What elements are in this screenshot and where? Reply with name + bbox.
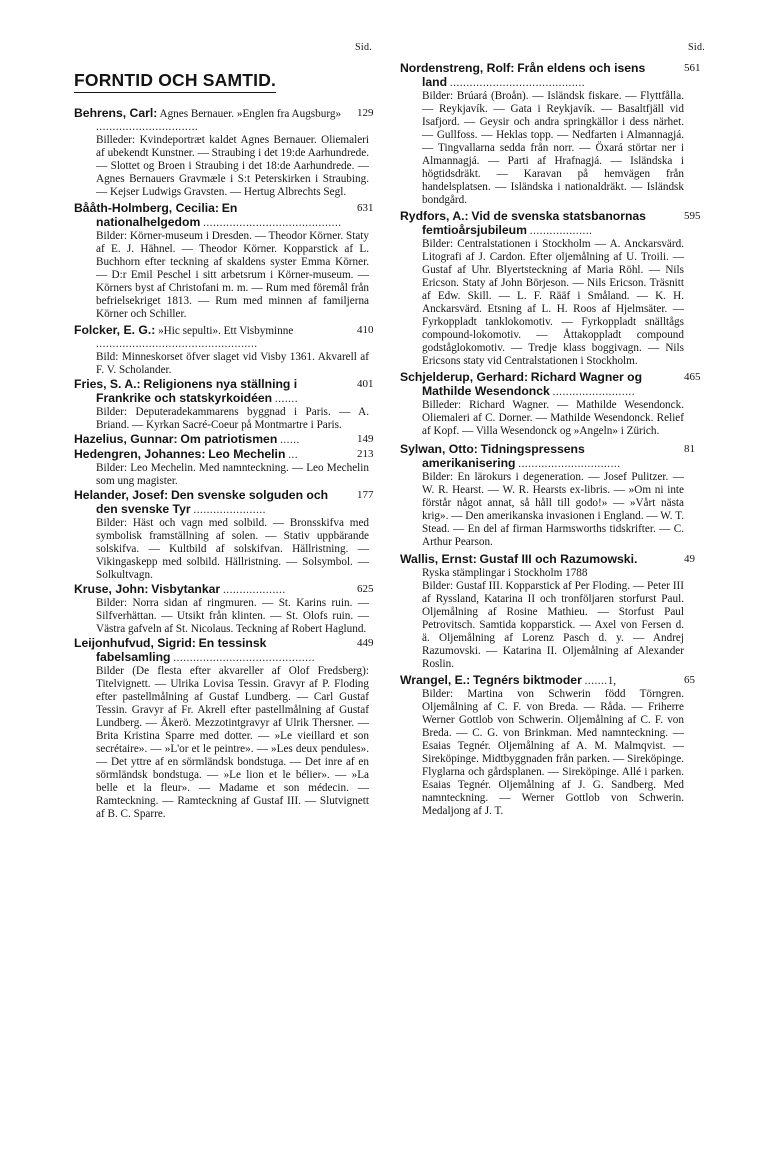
entry-illustrations: Bilder: Norra sidan af ringmuren. — St. Karins ruin. — Silfverhättan. — Utsikt från klinten. — St. Olofs ruin. — Västra gafveln af St. Nicolaus. Teckning af Robert Haglund. [96, 597, 369, 635]
right-column [400, 61, 701, 818]
leader-dots: ...... [280, 434, 300, 446]
entry-illustrations: Bilder: Brúará (Broån). — Isländsk fiskare. — Flyttfålla. — Reykjavík. — Gata i Reykjavík. — Basaltfjäll vid Isafjord. — Geysir och andra springkällor i dess närhet. — Gullfoss. — Heklas topp. — Nedfarten i Almannagjá. — Tingvallarna sedda från norr. — Öxará störtar ner i Almannagjá. — Parti af Hrafnagjá. — Isländska i högtidsdräkt. — Karavan på hemvägen från handelsplatsen. — Isländska i nationaldräkt. — Isländsk bondgård. [422, 90, 684, 206]
leader-dots: ......................... [552, 386, 635, 398]
entry-title: Om patriotismen [180, 432, 278, 446]
entry-title: Den svenske solguden och den svenske Tyr [96, 488, 329, 516]
leader-dots: ................................................. [96, 338, 258, 350]
leader-dots: ............................... [96, 121, 199, 133]
entry-heading: Nordenstreng, Rolf: Från eldens och isens land ......................................... 561 [400, 61, 701, 89]
entry-heading: Sylwan, Otto: Tidningspressens amerikanisering ............................... 81 [400, 442, 695, 470]
leader-dots: ................... [222, 584, 286, 596]
entry-title: Tegnérs biktmoder [473, 673, 582, 687]
entry-illustrations: Bilder: En lärokurs i degeneration. — Josef Pulitzer. — W. R. Hearst. — W. R. Hearsts ex-libris. — »Om ni inte förstår något annat, så håll till godo!» — »Vårt nästa krig». — Den amerikanska invasionen i England. — W. T. Stead. — En del af firman Harmsworths tidskrifter. — C. Arthur Pearson. [422, 471, 684, 548]
entry-title: Från eldens och isens land [422, 61, 646, 89]
entry-illustrations: Billeder: Richard Wagner. — Mathilde Wesendonck. Oliemaleri af C. Dorner. — Mathilde Wesendonck. Relief af Kopf. — Villa Wesendonck og »Angeln» i Zürich. [422, 399, 684, 437]
entry-heading: Leijonhufvud, Sigrid: En tessinsk fabelsamling ........................................... 449 [74, 636, 374, 664]
index-entry [400, 552, 695, 671]
index-entry [400, 673, 695, 818]
entry-heading: Behrens, Carl: Agnes Bernauer. »Englen fra Augsburg» ............................... 129 [74, 106, 374, 133]
index-entry [400, 370, 701, 438]
entry-title: Richard Wagner og Mathilde Wesendonck [422, 370, 643, 398]
entry-illustrations: Bilder: Gustaf III. Kopparstick af Per Floding. — Peter III af Ryssland, Katarina II och tronföljaren storfurst Paul. Oljemålning af Rosine Mathieu. — Storfust Paul Petrovitsch. Samtida kopparstick. — Axel von Fersen d. ä. Oljemålning af Lorenz Pasch d. y. — Andrej Razumovski. — Katarina II. Oljemålning af Alexander Roslin. [422, 580, 684, 670]
entry-author: Fries, S. A.: [74, 377, 141, 391]
index-entry [74, 377, 374, 432]
leader-dots: ... [288, 449, 299, 461]
index-entry [74, 201, 374, 321]
leader-dots: ...................... [193, 504, 266, 516]
index-entry [400, 61, 701, 207]
entry-title: Agnes Bernauer. »Englen fra Augsburg» [159, 108, 342, 120]
entry-page-inline: 1, [607, 675, 617, 687]
leader-dots: ....... [274, 393, 298, 405]
entry-author: Hedengren, Johannes: [74, 447, 206, 461]
entry-author: Helander, Josef: [74, 488, 169, 502]
entry-illustrations: Bilder (De flesta efter akvareller af Olof Fredsberg): Titelvignett. — Ulrika Lovisa Tessin. Gravyr af P. Floding efter pastellmålning af Gustaf Lundberg. — Carl Gustaf Tessin. Gravyr af Fr. Akrell efter pastellmålning af Gustaf Lundberg. — Åkerö. Mezzotintgravyr af Ulrik Thersner. — Brita Kristina Sparre med dotter. — »Le vieillard et son secrétaire». — »L'or et le peintre». — »Les deux pendules». — Det yttre af en sörmländsk bondstuga. — Det inre af en sörmländsk bondstuga. — »Le lion et le bélier». — »La belle et la fleur». — Madame et son médecin. — Ramteckning. — Ramteckning af Gustaf III. — Slutvignett af B. C. Sparre. [96, 665, 369, 820]
entry-heading: Wrangel, E.: Tegnérs biktmoder .......1, 65 [400, 673, 695, 687]
index-entry [74, 447, 374, 488]
entry-title: Vid de svenska statsbanornas femtioårsjubileum [422, 209, 646, 237]
entry-heading: Kruse, John: Visbytankar ................... 625 [74, 582, 374, 596]
leader-dots: ................... [529, 225, 593, 237]
leader-dots: ......................................... [449, 77, 586, 89]
index-entry [74, 636, 374, 821]
entry-heading: Helander, Josef: Den svenske solguden och den svenske Tyr ...................... 177 [74, 488, 374, 516]
column-header-left: Sid. [355, 42, 373, 53]
entry-author: Rydfors, A.: [400, 209, 469, 223]
entry-illustrations: Billeder: Kvindeportræt kaldet Agnes Bernauer. Oliemaleri af ubekendt Kunstner. — Straubing i det 19:de Aarhundrede. — Slottet og Broen i Straubing i det 18:de Aarhundrede. — Agnes Bernauers Gravmæle i S:t Peterskirken i Straubing. — Kejser Ludwigs Gravsten. — Hertug Albrechts Segl. [96, 134, 369, 198]
entry-title: Leo Mechelin [208, 447, 286, 461]
entry-author: Hazelius, Gunnar: [74, 432, 178, 446]
entry-illustrations: Bilder: Leo Mechelin. Med namnteckning. — Leo Mechelin som ung magister. [96, 462, 369, 487]
entry-author: Behrens, Carl: [74, 106, 158, 120]
index-entry [74, 432, 374, 447]
index-entry [74, 488, 374, 582]
entry-title: Tidningspressens amerikanisering [422, 442, 585, 470]
entry-author: Kruse, John: [74, 582, 149, 596]
entry-heading: Hazelius, Gunnar: Om patriotismen ...... 149 [74, 432, 374, 446]
leader-dots: ........................................... [173, 652, 316, 664]
entry-author: Bååth-Holmberg, Cecilia: [74, 201, 219, 215]
entry-title: »Hic sepulti». Ett Visbyminne [158, 325, 294, 337]
entry-heading: Folcker, E. G.: »Hic sepulti». Ett Visbyminne ................................................. 410 [74, 323, 374, 350]
index-entry [74, 582, 374, 636]
entry-title: En tessinsk fabelsamling [96, 636, 267, 664]
entry-heading: Hedengren, Johannes: Leo Mechelin ... 213 [74, 447, 374, 461]
entry-title: Visbytankar [151, 582, 221, 596]
entry-heading: Rydfors, A.: Vid de svenska statsbanornas femtioårsjubileum ................... 595 [400, 209, 701, 237]
entry-heading: Wallis, Ernst: Gustaf III och Razumowski. Ryska stämplingar i Stockholm 1788 49 [400, 552, 695, 579]
column-header-right: Sid. [688, 42, 706, 53]
entry-author: Wrangel, E.: [400, 673, 471, 687]
left-column [74, 62, 374, 821]
entry-author: Schjelderup, Gerhard: [400, 370, 528, 384]
entry-title: En nationalhelgedom [96, 201, 238, 229]
entry-illustrations: Bilder: Häst och vagn med solbild. — Bronsskifva med symbolisk framställning af solen. — Stativ uppbärande solskifva. — Kultbild af solskifvan. Hällristning. — Vikingaskepp med solbild. Hällristning. — Solsymbol. — Solkultvagn. [96, 517, 369, 581]
entry-title: Gustaf III och Razumowski. [479, 552, 638, 566]
index-entry [400, 442, 695, 549]
entry-illustrations: Bilder: Deputeradekammarens byggnad i Paris. — A. Briand. — Kyrkan Sacré-Coeur på Montmartre i Paris. [96, 406, 369, 431]
entry-heading: Schjelderup, Gerhard: Richard Wagner og Mathilde Wesendonck ......................... 465 [400, 370, 701, 398]
entry-subtitle: Ryska stämplingar i Stockholm 1788 [422, 567, 588, 579]
entry-author: Wallis, Ernst: [400, 552, 477, 566]
entry-illustrations: Bilder: Körner-museum i Dresden. — Theodor Körner. Staty af E. J. Hähnel. — Theodor Körner. Kopparstick af L. Buchhorn efter teckning af skaldens syster Emma Körner. — D:r Emil Peschel i sitt arbetsrum i Körner-museum. — Körners byst af Christofani m. m. — Rum med föremål från befrielsekriget 1813. — Rum med minnen af familjerna Körner och Schiller. [96, 230, 369, 320]
entry-author: Leijonhufvud, Sigrid: [74, 636, 196, 650]
entry-author: Nordenstreng, Rolf: [400, 61, 515, 75]
index-entry [74, 323, 374, 377]
leader-dots: .......................................... [203, 217, 342, 229]
section-title: FORNTID OCH SAMTID. [74, 70, 276, 93]
leader-dots: ....... [584, 675, 608, 687]
entry-illustrations: Bilder: Martina von Schwerin född Törngren. Oljemålning af C. F. von Breda. — Råda. — Friherre Werner Gottlob von Schwerin. Oljemålning af C. F. von Breda. — C. G. von Brinkman. Med namnteckning. — Esaias Tegnér. Oljemålning af A. M. Malmqvist. — Sireköpinge. Midtbyggnaden från parken. — Sireköpinge. Flyglarna och gårdsplanen. — Sireköpinge. Allé i parken. Esaias Tegnér. Oljemålning af J. G. Sandberg. Med namnteckning. — Werner Gottlob von Schwerin. Medaljong af J. T. [422, 688, 684, 817]
entry-author: Sylwan, Otto: [400, 442, 478, 456]
entry-illustrations: Bilder: Centralstationen i Stockholm — A. Anckarsvärd. Litografi af J. Cardon. Efter oljemålning af U. Troili. — Gustaf af Uhr. Blyertsteckning af Maria Röhl. — Nils Ericson. Staty af John Börjeson. — Nils Ericson. Träsnitt af Edw. Skill. — L. F. Rääf i Småland. — K. H. Anckarsvärd. Etsning af L. H. Roos af Hjelmsäter. — Fyrkoppladt tanklokomotiv. — Fyrkoppladt snälltågs compound-lokomotiv. — Åttakoppladt compound godståglokomotiv. — Tredje klass boggivagn. — Nils Ericsons staty vid Centralstationen i Stockholm. [422, 238, 684, 367]
entry-illustrations: Bild: Minneskorset öfver slaget vid Visby 1361. Akvarell af F. V. Scholander. [96, 351, 369, 376]
entry-title: Religionens nya ställning i Frankrike och statskyrkoidéen [96, 377, 298, 405]
index-entry [400, 209, 701, 368]
entry-heading: Bååth-Holmberg, Cecilia: En nationalhelgedom .......................................... 631 [74, 201, 374, 229]
leader-dots: ............................... [518, 458, 621, 470]
entry-author: Folcker, E. G.: [74, 323, 156, 337]
entry-heading: Fries, S. A.: Religionens nya ställning i Frankrike och statskyrkoidéen ....... 401 [74, 377, 374, 405]
index-entry [74, 106, 374, 199]
